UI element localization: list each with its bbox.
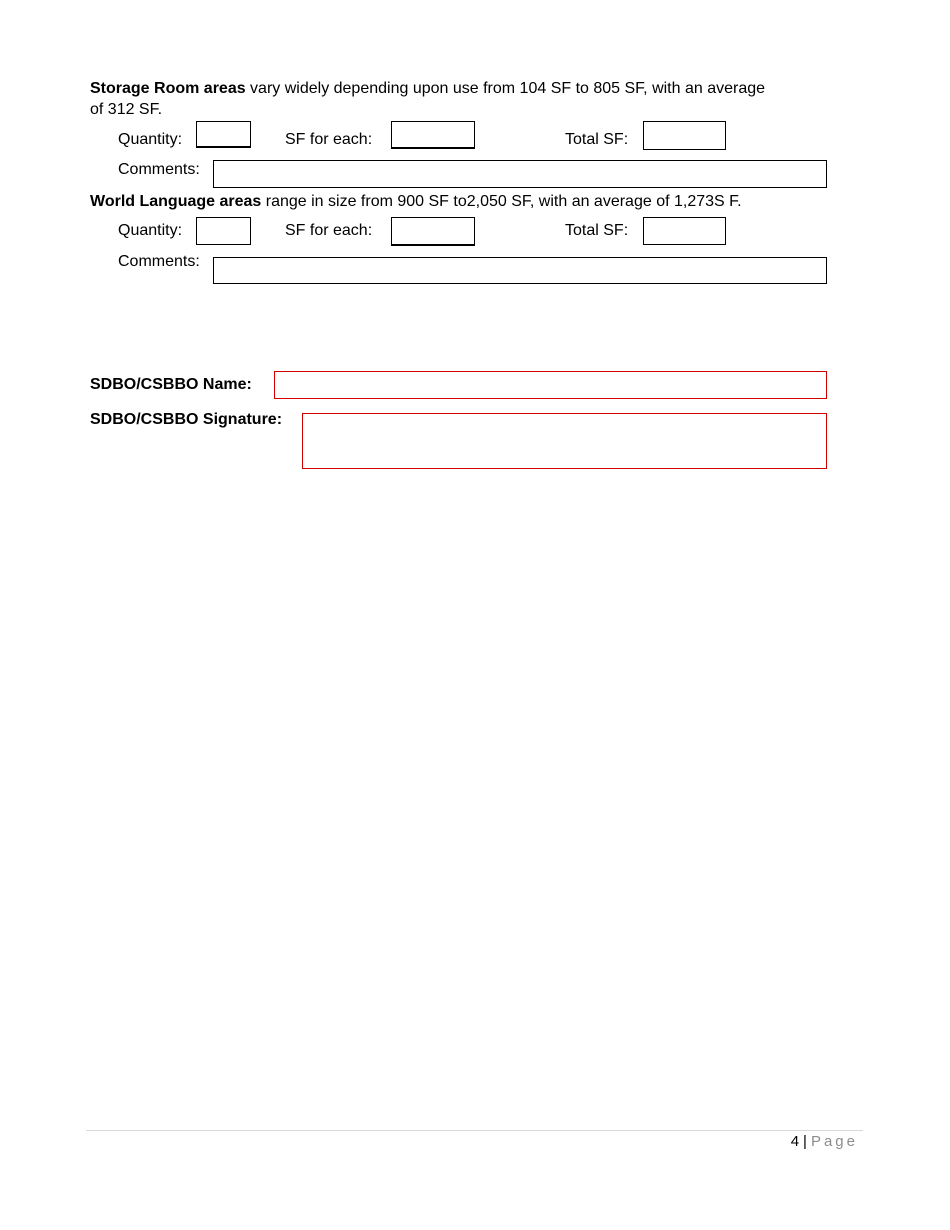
page-separator: | [803,1133,807,1150]
storage-quantity-field[interactable] [196,121,251,148]
page-footer [791,1133,858,1150]
storage-room-text-line1: vary widely depending upon use from 104 SF to 805 SF, with an average [245,80,766,97]
sdbo-name-label: SDBO/CSBBO Name: [90,376,252,393]
world-total-sf-label: Total SF: [565,222,629,239]
sdbo-signature-label: SDBO/CSBBO Signature: [90,411,283,428]
storage-room-description [90,78,830,120]
world-language-description [90,191,830,212]
storage-room-heading: Storage Room areas [90,80,246,97]
world-total-sf-field[interactable] [643,217,726,245]
page-word: Page [810,1133,858,1150]
page-number: 4 [790,1133,800,1150]
storage-sf-each-field[interactable] [391,121,475,149]
storage-total-sf-label: Total SF: [565,131,629,148]
world-sf-each-label: SF for each: [285,222,373,239]
footer-divider [86,1130,863,1131]
storage-total-sf-field[interactable] [643,121,726,150]
world-language-text-line1: range in size from 900 SF to2,050 SF, with an average of 1,273S F. [261,193,742,210]
storage-comments-label: Comments: [118,161,200,178]
storage-room-text-line2: of 312 SF. [90,101,163,118]
storage-comments-field[interactable] [213,160,827,188]
storage-quantity-label: Quantity: [118,131,183,148]
world-comments-label: Comments: [118,253,200,270]
storage-sf-each-label: SF for each: [285,131,373,148]
world-language-heading: World Language areas [90,193,262,210]
world-quantity-field[interactable] [196,217,251,245]
world-sf-each-field[interactable] [391,217,475,246]
world-quantity-label: Quantity: [118,222,183,239]
world-comments-field[interactable] [213,257,827,284]
sdbo-signature-field[interactable] [302,413,827,469]
sdbo-name-field[interactable] [274,371,827,399]
